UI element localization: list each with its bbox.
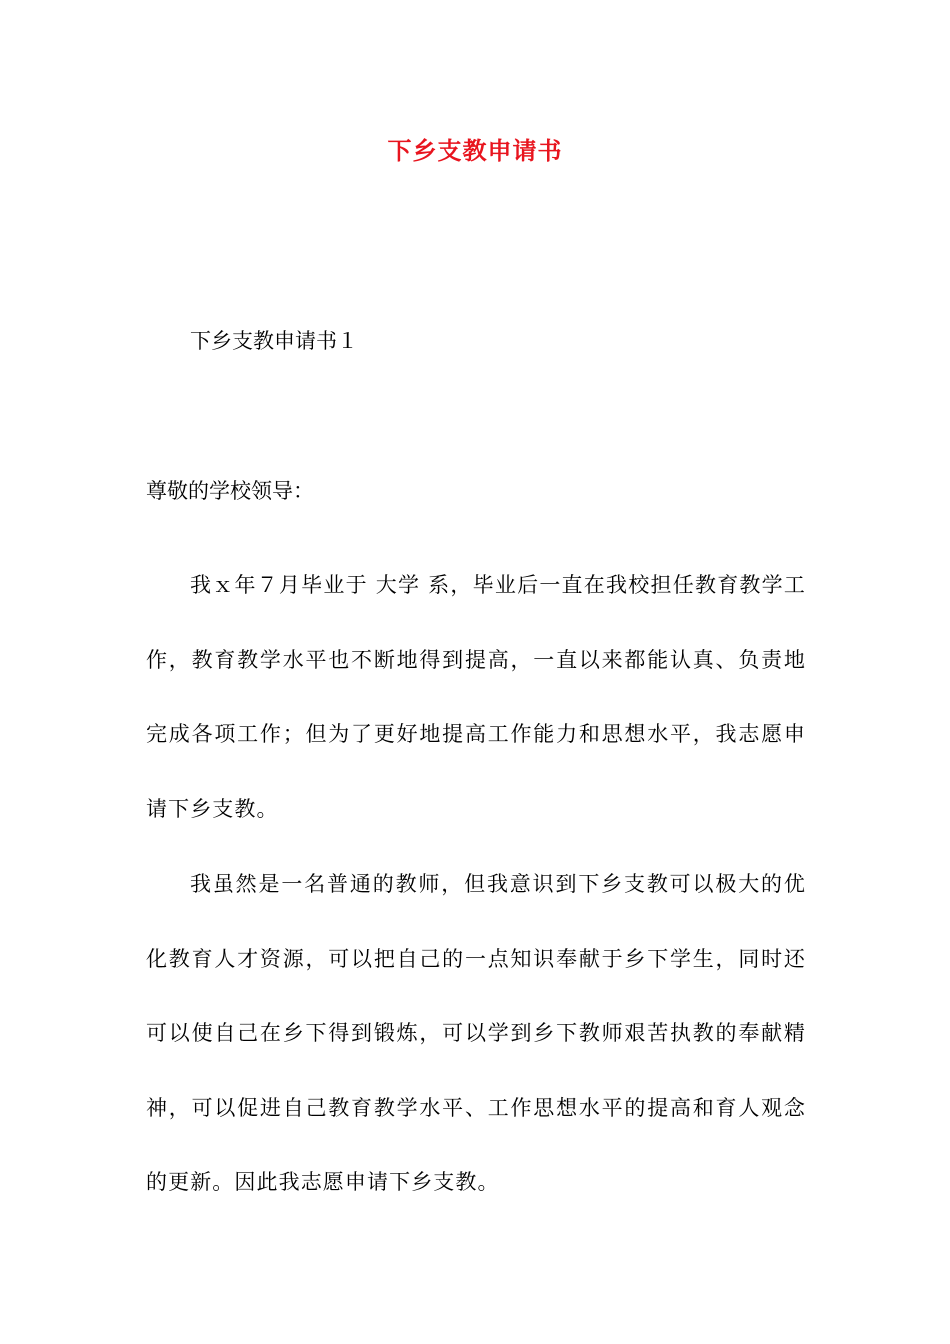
section-heading: 下乡支教申请书１ xyxy=(190,329,358,353)
document-title: 下乡支教申请书 xyxy=(387,137,563,165)
body-paragraph: 我ｘ年７月毕业于 大学 系，毕业后一直在我校担任教育教学工作，教育教学水平也不断地得到提高，一直以来都能认真、负责地完成各项工作；但为了更好地提高工作能力和思想水平，我志愿申请下乡支教。 xyxy=(146,573,806,821)
body-paragraph: 我虽然是一名普通的教师，但我意识到下乡支教可以极大的优化教育人才资源，可以把自己的一点知识奉献于乡下学生，同时还可以使自己在乡下得到锻炼，可以学到乡下教师艰苦执教的奉献精神，可以促进自己教育教学水平、工作思想水平的提高和育人观念的更新。因此我志愿申请下乡支教。 xyxy=(146,872,806,1195)
salutation: 尊敬的学校领导： xyxy=(146,479,314,503)
